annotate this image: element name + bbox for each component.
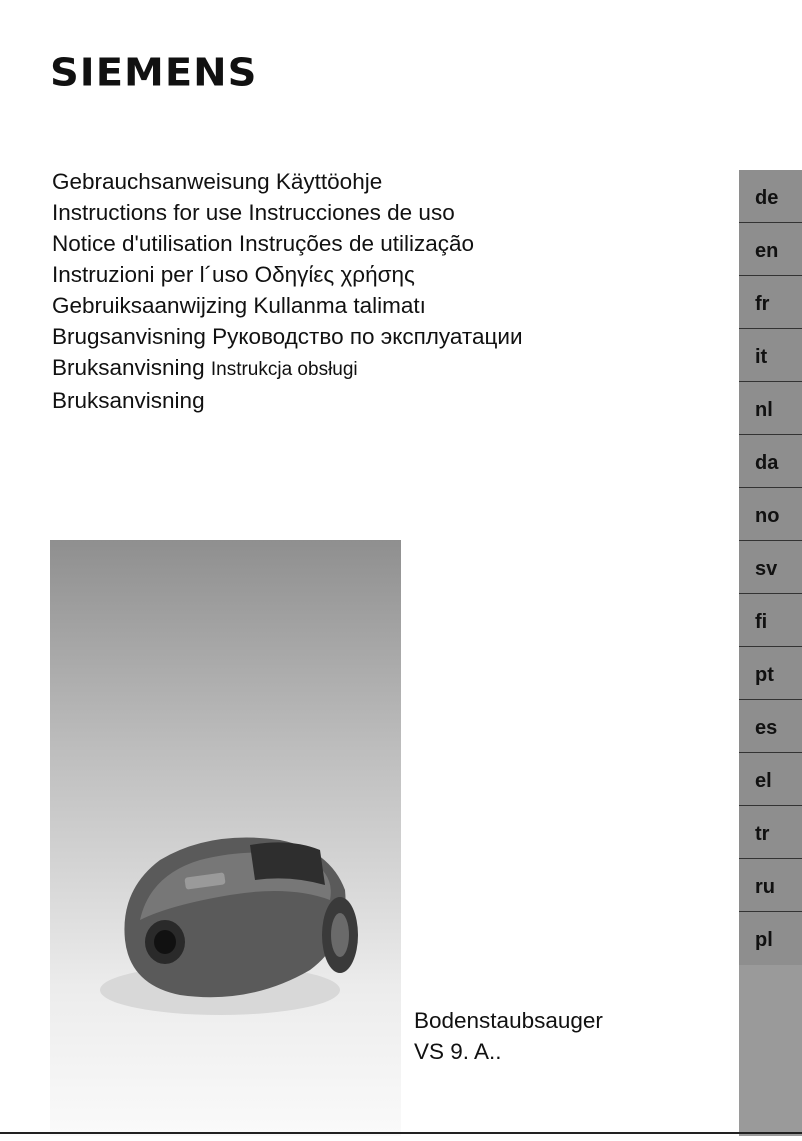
title-line: Notice d'utilisation Instruções de utilização — [52, 231, 475, 256]
product-type: Bodenstaubsauger — [414, 1008, 603, 1033]
title-part: Bruksanvisning — [52, 355, 205, 380]
title-line: Gebruiksaanwijzing Kullanma talimatı — [52, 293, 426, 318]
language-tab[interactable]: da — [739, 435, 802, 488]
title-line: Brugsanvisning Руководство по эксплуатации — [52, 324, 523, 349]
language-tab[interactable]: ru — [739, 859, 802, 912]
divider — [0, 1132, 802, 1134]
language-tab[interactable]: pt — [739, 647, 802, 700]
language-tab[interactable]: el — [739, 753, 802, 806]
language-tab[interactable]: nl — [739, 382, 802, 435]
language-tab[interactable]: no — [739, 488, 802, 541]
vacuum-cleaner-image — [50, 540, 401, 1136]
title-line: Gebrauchsanweisung Käyttöohje — [52, 169, 383, 194]
title-line: Bruksanvisning — [52, 388, 205, 413]
product-photo — [50, 540, 401, 1136]
language-tab[interactable]: sv — [739, 541, 802, 594]
language-tab[interactable]: de — [739, 170, 802, 223]
product-info — [414, 1005, 603, 1067]
language-tab[interactable]: it — [739, 329, 802, 382]
language-tab[interactable]: pl — [739, 912, 802, 965]
title-line: Instructions for use Instrucciones de uso — [52, 200, 455, 225]
product-model: VS 9. A.. — [414, 1039, 502, 1064]
siemens-logo: SIEMENS — [50, 51, 258, 95]
language-tab[interactable]: fr — [739, 276, 802, 329]
title-line: Instruzioni per l´uso Οδηγίες χρήσης — [52, 262, 415, 287]
language-tab[interactable]: en — [739, 223, 802, 276]
title-part: Instrukcja obsługi — [210, 359, 358, 380]
title-line — [52, 352, 523, 385]
language-tab[interactable]: tr — [739, 806, 802, 859]
instruction-titles — [52, 166, 523, 416]
language-tabs — [739, 170, 802, 1136]
language-tab[interactable]: fi — [739, 594, 802, 647]
language-tab[interactable]: es — [739, 700, 802, 753]
